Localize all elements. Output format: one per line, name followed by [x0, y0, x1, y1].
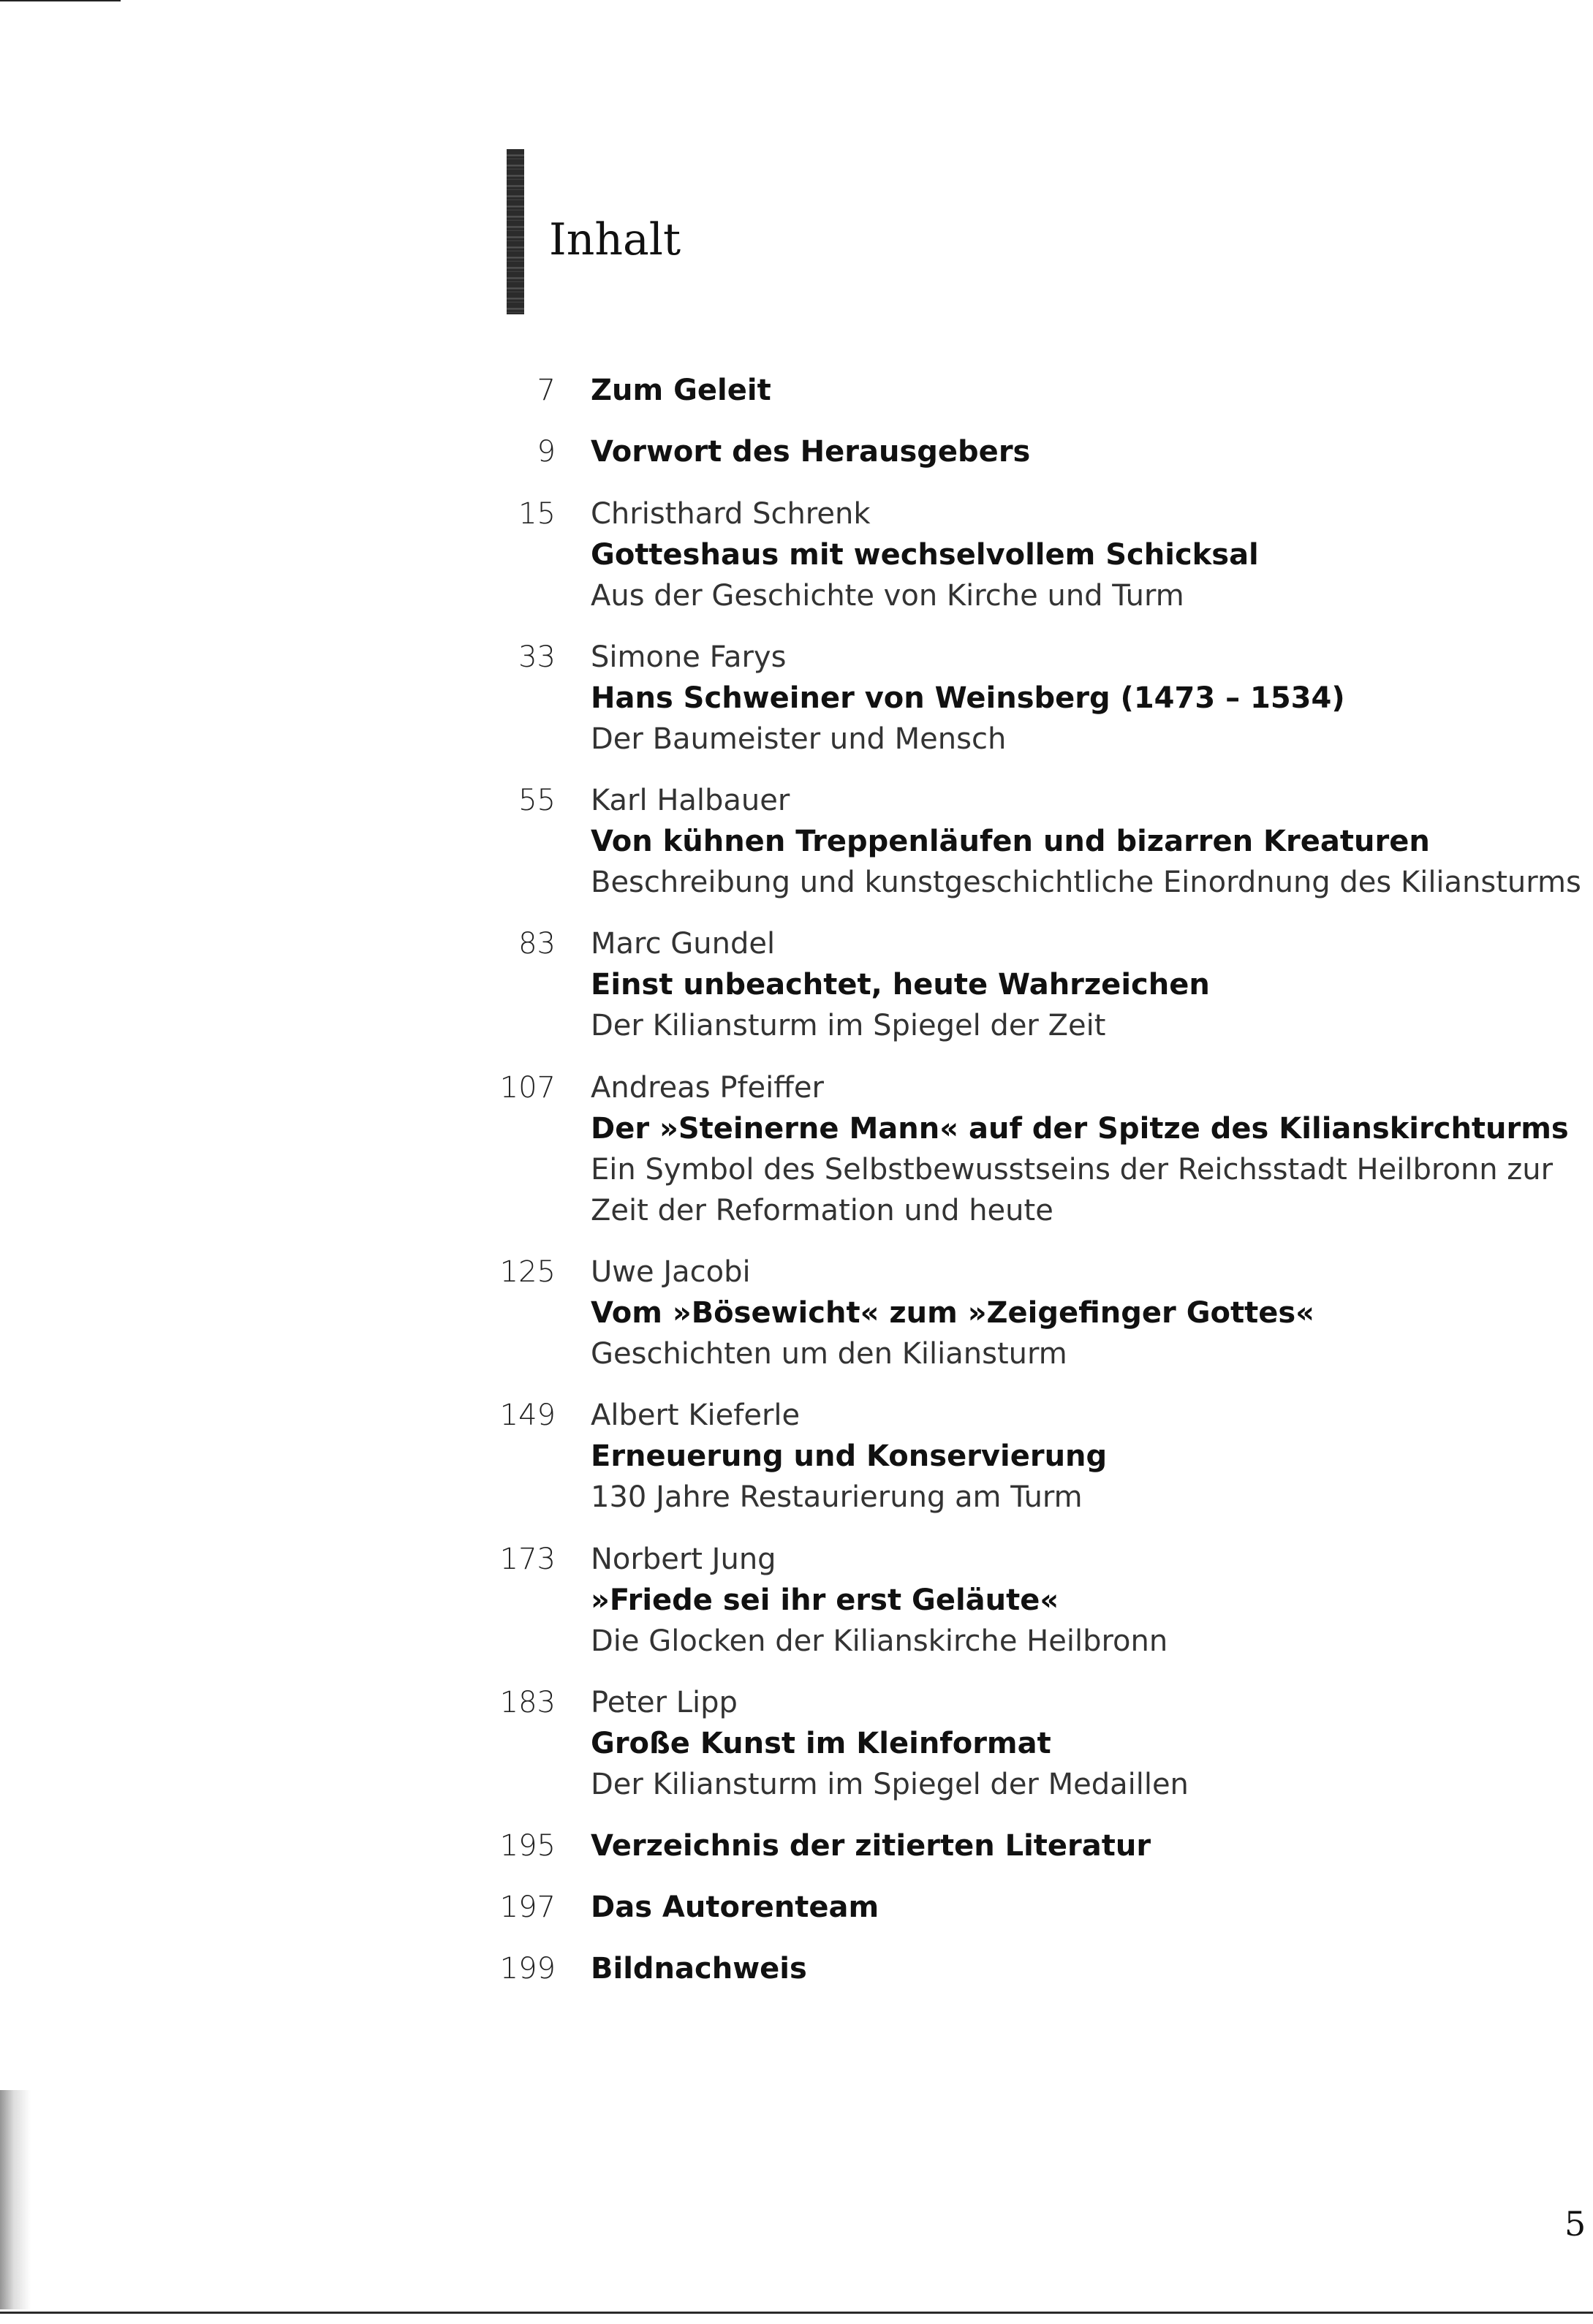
toc-author: Marc Gundel	[591, 927, 776, 961]
toc-page-number: 173	[499, 1543, 556, 1576]
toc-page-number: 125	[499, 1255, 556, 1289]
scan-edge-top-rule	[0, 0, 121, 1]
toc-author: Andreas Pfeiffer	[591, 1071, 824, 1105]
toc-page-number: 107	[499, 1071, 556, 1105]
toc-subtitle: Beschreibung und kunstgeschichtliche Einordnung des Kiliansturms	[591, 866, 1581, 899]
toc-page-number: 197	[499, 1890, 556, 1924]
toc-subtitle: Die Glocken der Kilianskirche Heilbronn	[591, 1624, 1168, 1658]
toc-title: Hans Schweiner von Weinsberg (1473 – 1534)	[591, 681, 1345, 715]
toc-title: Große Kunst im Kleinformat	[591, 1727, 1051, 1760]
scan-edge-bottom-rule	[0, 2312, 1593, 2314]
toc-title: Gotteshaus mit wechselvollem Schicksal	[591, 538, 1259, 572]
toc-page-number: 83	[518, 927, 556, 961]
toc-title: Verzeichnis der zitierten Literatur	[591, 1829, 1151, 1863]
toc-page-number: 195	[499, 1829, 556, 1863]
toc-subtitle: Aus der Geschichte von Kirche und Turm	[591, 579, 1184, 613]
toc-page-number: 33	[518, 640, 556, 674]
toc-subtitle: Der Kiliansturm im Spiegel der Medaillen	[591, 1768, 1189, 1801]
toc-page-number: 55	[518, 784, 556, 817]
toc-title: Zum Geleit	[591, 374, 771, 407]
toc-page-number: 7	[537, 374, 556, 407]
toc-title: Vom »Bösewicht« zum »Zeigefinger Gottes«	[591, 1296, 1315, 1330]
toc-title: »Friede sei ihr erst Geläute«	[591, 1583, 1059, 1617]
toc-title: Der »Steinerne Mann« auf der Spitze des Kilianskirchturms	[591, 1112, 1569, 1146]
toc-subtitle: Ein Symbol des Selbstbewusstseins der Reichsstadt Heilbronn zur Zeit der Reformation und heute	[591, 1153, 1554, 1227]
toc-page-number: 15	[518, 497, 556, 531]
toc-page-number: 149	[499, 1398, 556, 1432]
toc-page-number: 183	[499, 1686, 556, 1719]
toc-page-number: 9	[537, 435, 556, 469]
toc-title: Von kühnen Treppenläufen und bizarren Kreaturen	[591, 825, 1430, 858]
toc-author: Albert Kieferle	[591, 1398, 801, 1432]
toc-author: Karl Halbauer	[591, 784, 790, 817]
toc-subtitle: 130 Jahre Restaurierung am Turm	[591, 1480, 1083, 1514]
toc-title: Vorwort des Herausgebers	[591, 435, 1031, 469]
toc-title: Einst unbeachtet, heute Wahrzeichen	[591, 968, 1210, 1002]
toc-subtitle: Der Kiliansturm im Spiegel der Zeit	[591, 1009, 1106, 1042]
toc-title: Bildnachweis	[591, 1952, 807, 1986]
page-number: 5	[1564, 2204, 1586, 2244]
toc-author: Simone Farys	[591, 640, 787, 674]
toc-page-number: 199	[499, 1952, 556, 1986]
toc-subtitle: Geschichten um den Kiliansturm	[591, 1337, 1067, 1371]
heading-accent-bar	[507, 149, 524, 314]
toc-title: Das Autorenteam	[591, 1890, 879, 1924]
toc-title: Erneuerung und Konservierung	[591, 1439, 1108, 1473]
page-title: Inhalt	[549, 214, 681, 265]
toc-author: Peter Lipp	[591, 1686, 738, 1719]
toc-author: Norbert Jung	[591, 1543, 776, 1576]
toc-author: Christhard Schrenk	[591, 497, 871, 531]
toc-subtitle: Der Baumeister und Mensch	[591, 722, 1007, 756]
scan-edge-shadow	[0, 2090, 31, 2309]
toc-author: Uwe Jacobi	[591, 1255, 751, 1289]
